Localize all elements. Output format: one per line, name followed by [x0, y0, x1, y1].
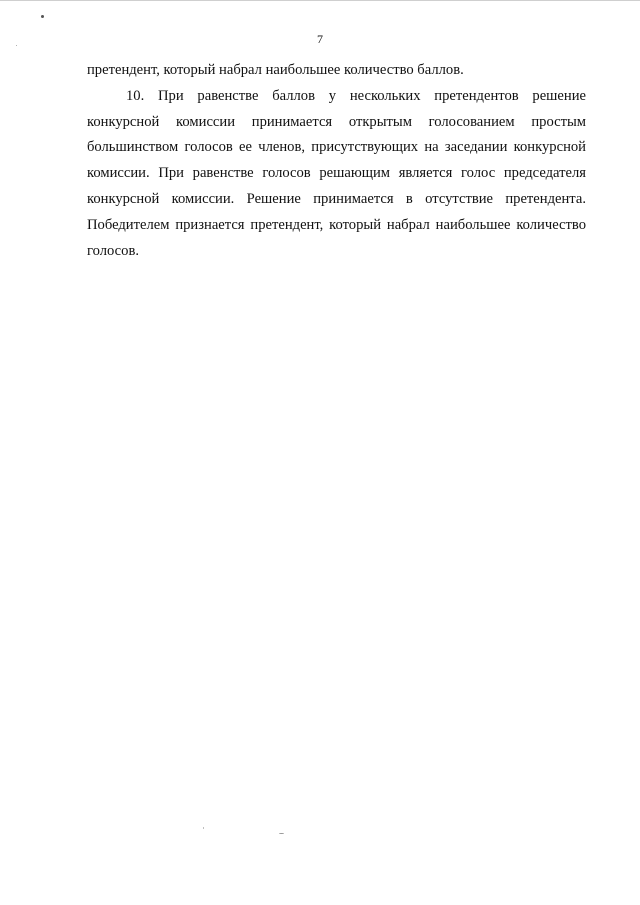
continuation-line: претендент, который набрал наибольшее количество баллов.	[87, 62, 464, 78]
scan-speck	[41, 15, 44, 18]
document-body	[87, 58, 586, 264]
scan-speck	[279, 833, 284, 834]
paragraph-10: 10. При равенстве баллов у нескольких претендентов решение конкурсной комиссии принимается открытым голосованием простым большинством голосов ее членов, присутствующих на заседании конкурсной комиссии. При равенстве голосов решающим является голос председателя конкурсной комиссии. Решение принимается в отсутствие претендента. Победителем признается претендент, который набрал наибольшее количество голосов.	[87, 87, 586, 259]
page-number: 7	[317, 32, 323, 46]
scan-speck	[203, 827, 204, 829]
